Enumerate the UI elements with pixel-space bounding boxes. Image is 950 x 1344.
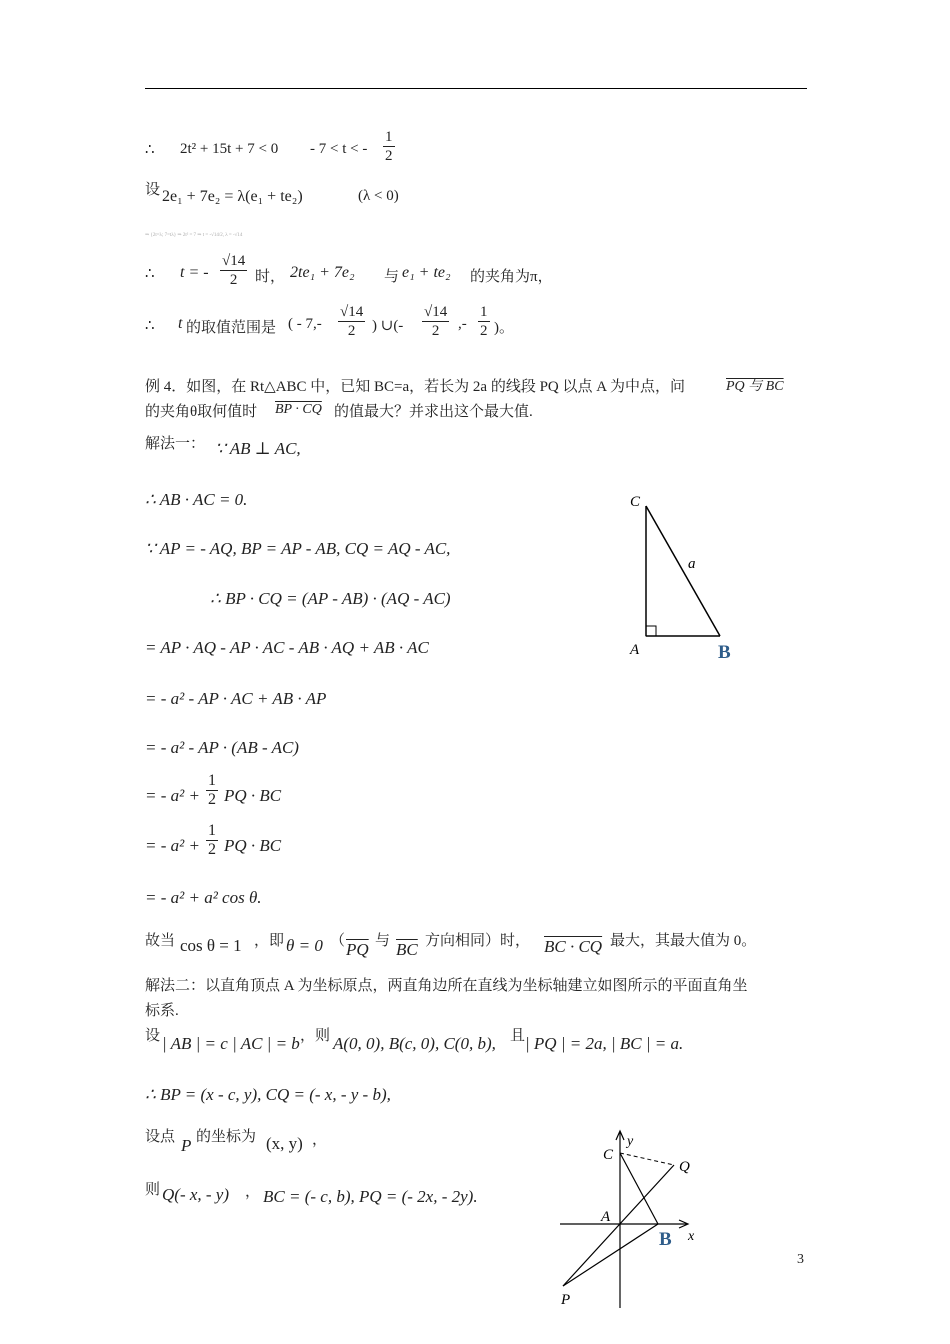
conclusion-c: （ [330,933,346,949]
theta-zero: θ = 0 [286,936,323,955]
t-value: t = - [180,264,209,281]
sol1-step2: ∴ AB · AC = 0. [145,490,248,509]
interval-part2: ) ∪(- [372,318,404,334]
sol2-ab-ac: | AB | = c | AC | = b [162,1034,300,1053]
sol1-step8-b: PQ · BC [224,786,282,805]
sol2-comma: ， [245,1184,261,1200]
coordinate-figure [545,1128,715,1313]
shi-text: 时， [255,269,286,285]
sol2-ze2: 则 [145,1182,161,1198]
sol1-step6: = - a² - AP · AC + AB · AP [145,689,327,708]
label-a-side: a [688,556,696,572]
conclusion-a: 故当 [145,933,176,949]
sol2-p-a: 设点 [145,1129,176,1145]
solution-2-line1: 解法二：以直角顶点 A 为坐标原点，两直角边所在直线为坐标轴建立如图所示的平面直角坐 [145,978,748,994]
t-range: - 7 < t < - [310,141,368,157]
sol2-p-b: 的坐标为 [196,1129,257,1145]
inequality: 2t² + 15t + 7 < 0 [180,141,279,157]
sol1-step1: ∵ AB ⊥ AC, [215,439,301,458]
interval-part4: )。 [494,320,514,336]
conclusion-yu: 与 [375,933,391,949]
label-c: C [630,494,641,510]
sol2-p-c: ， [312,1132,328,1148]
pq-vector: $\overline{PQ}$ [346,940,369,959]
sol2-bp-cq: ∴ BP = (x - c, y), CQ = (- x, - y - b), [145,1085,391,1104]
sol2-pq-bc: | PQ | = 2a, | BC | = a. [525,1034,684,1053]
therefore-symbol: ∴ [145,266,155,282]
sol1-step8-a: = - a² + [145,786,200,805]
sol2-pxy: (x, y) [266,1134,303,1153]
vector-equation: 2e₁ + 7e₂ = λ(e₁ + te₂) [162,188,303,205]
example-4-line2a: 的夹角θ取何值时 [145,404,258,420]
conclusion-b: ，即 [254,933,285,949]
header-rule [145,88,807,89]
sol2-ze: ，则 [300,1028,331,1044]
sol2-she: 设 [145,1028,161,1044]
tiny-derivation: ⇒ {2t=λ; 7=tλ} ⇒ 2t² = 7 ⇒ t = -√14/2, λ = -√14 [145,233,243,238]
lambda-cond: (λ < 0) [358,188,399,204]
sol1-step3: ∵ AP = - AQ, BP = AP - AB, CQ = AQ - AC, [145,539,451,558]
sol1-step9-b: PQ · BC [224,836,282,855]
solution-1-label: 解法一： [145,436,206,452]
bp-cq-vectors: BP · CQ [275,402,322,417]
angle-text: 的夹角为π， [470,269,553,285]
sol1-step9-a: = - a² + [145,836,200,855]
label-a-vertex: A [630,642,640,658]
sol1-step5: = AP · AQ - AP · AC - AB · AQ + AB · AC [145,638,429,657]
sol1-step4: ∴ BP · CQ = (AP - AB) · (AQ - AC) [210,589,451,608]
label-x-axis: x [688,1229,695,1244]
sol2-qie: 且 [510,1028,526,1044]
conclusion-d: 方向相同）时， [425,933,531,949]
interval-part1: ( - 7,- [288,316,322,332]
she-label: 设 [145,182,161,198]
therefore-symbol: ∴ [145,318,155,334]
label-p: P [561,1292,571,1308]
bc-cq-vectors: BC · CQ [544,937,603,956]
pq-bc-vectors: PQ 与 BC [726,379,784,394]
sol2-vecs: BC = (- c, b), PQ = (- 2x, - 2y). [263,1187,478,1206]
t-var: t [178,315,183,332]
example-4-line1: 例 4．如图，在 Rt△ABC 中，已知 BC=a，若长为 2a 的线段 PQ 以点 A 为中点，问 [145,379,686,395]
therefore-symbol: ∴ [145,142,155,158]
label-y-axis: y [627,1134,634,1149]
frac-sqrt14-b: $\frac{√14}{2}$ [424,304,448,339]
frac-half: $\frac{1}{2}$ [385,129,393,164]
sol1-step9-frac: $\frac{1}{2}$ [208,822,216,858]
example-4-line2b: 的值最大？并求出这个最大值. [334,404,533,420]
label-q: Q [679,1159,690,1175]
bc-vector: $\overline{BC}$ [396,940,418,959]
page-number: 3 [797,1252,804,1267]
interval-part3: ,- [458,316,467,332]
conclusion-e: 最大，其最大值为 0。 [610,933,757,949]
label-b2: B [659,1229,672,1250]
label-a2: A [601,1209,611,1225]
sol2-p: P [181,1136,192,1155]
sol1-step7: = - a² - AP · (AB - AC) [145,738,299,757]
sol2-q: Q(- x, - y) [162,1185,230,1204]
vector-1: 2te₁ + 7e₂ [290,264,355,281]
label-b-vertex: B [718,642,731,663]
sol1-step8-frac: $\frac{1}{2}$ [208,772,216,808]
triangle-figure [620,488,750,668]
yu-text: 与 [384,269,400,285]
frac-half-b: $\frac{1}{2}$ [480,304,488,339]
label-c2: C [603,1147,614,1163]
vector-2: e₁ + te₂ [402,264,451,281]
cos-theta: cos θ = 1 [180,936,242,955]
frac-sqrt14: $\frac{√14}{2}$ [222,253,246,288]
sol2-coords: A(0, 0), B(c, 0), C(0, b), [333,1034,496,1053]
frac-sqrt14-a: $\frac{√14}{2}$ [340,304,364,339]
sol1-step10: = - a² + a² cos θ. [145,888,262,907]
solution-2-line2: 标系. [145,1003,179,1019]
range-text: 的取值范围是 [186,320,277,336]
